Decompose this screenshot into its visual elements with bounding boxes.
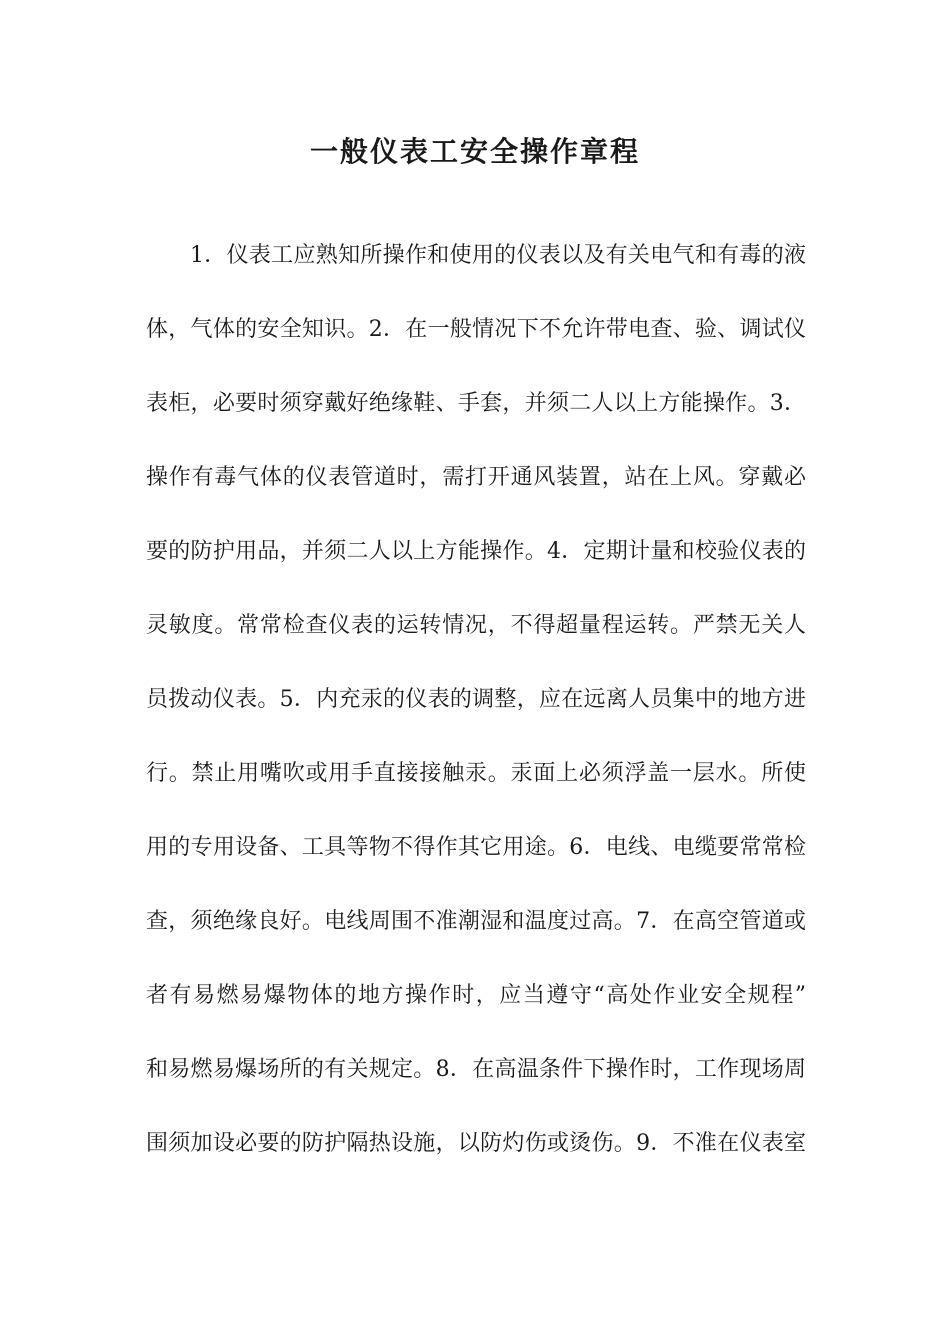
body-line: 1．仪表工应熟知所操作和使用的仪表以及有关电气和有毒的液 [190, 243, 806, 268]
body-line: 体，气体的安全知识。2．在一般情况下不允许带电查、验、调试仪 [146, 317, 806, 342]
body-line: 操作有毒气体的仪表管道时，需打开通风装置，站在上风。穿戴必 [146, 465, 806, 490]
body-line: 员拨动仪表。5．内充汞的仪表的调整，应在远离人员集中的地方进 [146, 687, 806, 712]
body-line: 者有易燃易爆物体的地方操作时，应当遵守“高处作业安全规程” [146, 983, 806, 1008]
body-line: 要的防护用品，并须二人以上方能操作。4．定期计量和校验仪表的 [146, 539, 806, 564]
body-line: 灵敏度。常常检查仪表的运转情况，不得超量程运转。严禁无关人 [146, 613, 806, 638]
body-line: 用的专用设备、工具等物不得作其它用途。6．电线、电缆要常常检 [146, 835, 806, 860]
body-line: 表柜，必要时须穿戴好绝缘鞋、手套，并须二人以上方能操作。3． [146, 391, 806, 416]
document-title: 一般仪表工安全操作章程 [309, 135, 640, 168]
body-line: 行。禁止用嘴吹或用手直接接触汞。汞面上必须浮盖一层水。所使 [146, 761, 806, 786]
document-body [146, 236, 806, 1198]
body-line: 围须加设必要的防护隔热设施，以防灼伤或烫伤。9．不准在仪表室 [146, 1131, 806, 1156]
body-line: 和易燃易爆场所的有关规定。8．在高温条件下操作时，工作现场周 [146, 1057, 806, 1082]
body-line: 查，须绝缘良好。电线周围不准潮湿和温度过高。7．在高空管道或 [146, 909, 806, 934]
